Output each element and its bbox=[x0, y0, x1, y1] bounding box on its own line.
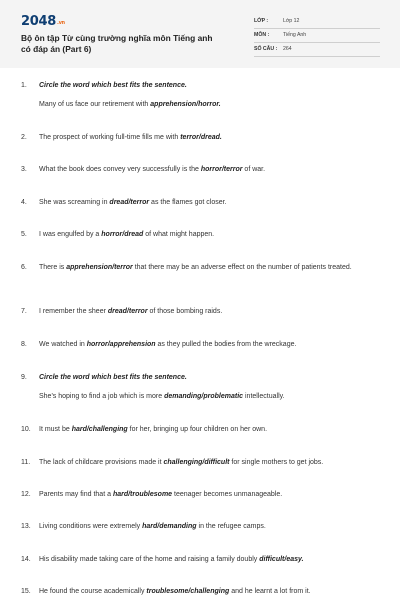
question-number: 14. bbox=[21, 556, 31, 563]
logo-main-text: 2048 bbox=[21, 14, 56, 29]
sentence-text: of war. bbox=[242, 166, 266, 173]
answer-choices: apprehension/terror bbox=[66, 264, 133, 271]
question-number: 9. bbox=[21, 374, 27, 381]
question-sentence bbox=[39, 99, 376, 111]
page-header bbox=[0, 0, 400, 68]
question-sentence bbox=[39, 521, 376, 533]
sentence-text: What the book does convey very successfully is the bbox=[39, 166, 201, 173]
sentence-text: as the flames got closer. bbox=[149, 199, 227, 206]
question-number: 1. bbox=[21, 82, 27, 89]
sentence-text: of what might happen. bbox=[143, 231, 215, 238]
sentence-text: It must be bbox=[39, 426, 72, 433]
sentence-text: teenager becomes unmanageable. bbox=[172, 491, 283, 498]
answer-choices: demanding/problematic bbox=[164, 393, 244, 400]
question-number: 5. bbox=[21, 231, 27, 238]
answer-choices: hard/demanding bbox=[142, 523, 197, 530]
logo-suffix-text: .vn bbox=[56, 20, 65, 26]
answer-choices: terror/dread. bbox=[180, 134, 222, 141]
sentence-text: There is bbox=[39, 264, 67, 271]
answer-choices: horror/apprehension bbox=[86, 341, 156, 348]
sentence-text: of those bombing raids. bbox=[147, 308, 223, 315]
sentence-text: His disability made taking care of the home and raising a family doubly bbox=[39, 556, 260, 563]
question-sentence bbox=[39, 554, 376, 566]
question-number: 7. bbox=[21, 308, 27, 315]
sentence-text: that there may be an adverse effect on the number of patients treated. bbox=[132, 264, 352, 271]
question-number: 10. bbox=[21, 426, 31, 433]
meta-row-count bbox=[254, 44, 380, 57]
question-sentence bbox=[39, 306, 376, 318]
question-sentence bbox=[39, 339, 376, 351]
document-title: Bộ ôn tập Từ cùng trường nghĩa môn Tiếng anh có đáp án (Part 6) bbox=[21, 33, 213, 54]
sentence-text: He found the course academically bbox=[39, 588, 147, 595]
site-logo[interactable] bbox=[21, 15, 65, 30]
question-sentence bbox=[39, 391, 376, 403]
meta-value: Lớp 12 bbox=[283, 18, 300, 24]
question-number: 2. bbox=[21, 134, 27, 141]
question-sentence bbox=[39, 457, 376, 469]
question-sentence bbox=[39, 489, 376, 501]
question-sentence bbox=[39, 132, 376, 144]
question-number: 3. bbox=[21, 166, 27, 173]
question-instruction: Circle the word which best fits the sentence. bbox=[39, 374, 187, 381]
answer-choices: apprehension/horror. bbox=[150, 101, 221, 108]
question-sentence bbox=[39, 164, 376, 176]
question-sentence bbox=[39, 262, 376, 274]
sentence-text: The lack of childcare provisions made it bbox=[39, 459, 164, 466]
sentence-text: in the refugee camps. bbox=[196, 523, 266, 530]
answer-choices: horror/terror bbox=[200, 166, 243, 173]
question-instruction: Circle the word which best fits the sentence. bbox=[39, 82, 187, 89]
answer-choices: horror/dread bbox=[101, 231, 144, 238]
question-number: 8. bbox=[21, 341, 27, 348]
question-number: 11. bbox=[21, 459, 31, 466]
sentence-text: I was engulfed by a bbox=[39, 231, 102, 238]
sentence-text: I remember the sheer bbox=[39, 308, 108, 315]
sentence-text: Parents may find that a bbox=[39, 491, 113, 498]
question-sentence bbox=[39, 424, 376, 436]
sentence-text: for single mothers to get jobs. bbox=[229, 459, 324, 466]
question-sentence bbox=[39, 197, 376, 209]
question-number: 13. bbox=[21, 523, 31, 530]
meta-row-class bbox=[254, 16, 380, 29]
sentence-text: The prospect of working full-time fills me with bbox=[39, 134, 181, 141]
meta-key: LỚP : bbox=[254, 18, 269, 24]
sentence-text: We watched in bbox=[39, 341, 87, 348]
sentence-text: for her, bringing up four children on her own. bbox=[127, 426, 268, 433]
sentence-text: intellectually. bbox=[243, 393, 285, 400]
answer-choices: hard/challenging bbox=[71, 426, 128, 433]
sentence-text: and he learnt a lot from it. bbox=[229, 588, 311, 595]
question-sentence bbox=[39, 586, 376, 598]
sentence-text: She's hoping to find a job which is more bbox=[39, 393, 165, 400]
sentence-text: Living conditions were extremely bbox=[39, 523, 143, 530]
question-number: 15. bbox=[21, 588, 31, 595]
answer-choices: dread/terror bbox=[107, 308, 148, 315]
question-number: 12. bbox=[21, 491, 31, 498]
answer-choices: difficult/easy. bbox=[259, 556, 304, 563]
sentence-text: as they pulled the bodies from the wreckage. bbox=[155, 341, 297, 348]
meta-value: Tiếng Anh bbox=[283, 32, 307, 38]
meta-key: MÔN : bbox=[254, 32, 270, 38]
meta-row-subject bbox=[254, 30, 380, 43]
sentence-text: She was screaming in bbox=[39, 199, 110, 206]
answer-choices: dread/terror bbox=[109, 199, 150, 206]
answer-choices: troublesome/challenging bbox=[146, 588, 230, 595]
question-number: 6. bbox=[21, 264, 27, 271]
answer-choices: challenging/difficult bbox=[163, 459, 230, 466]
question-number: 4. bbox=[21, 199, 27, 206]
sentence-text: Many of us face our retirement with bbox=[39, 101, 151, 108]
meta-value: 264 bbox=[283, 46, 292, 52]
meta-key: SỐ CÂU : bbox=[254, 46, 278, 52]
question-sentence bbox=[39, 229, 376, 241]
answer-choices: hard/troublesome bbox=[112, 491, 173, 498]
